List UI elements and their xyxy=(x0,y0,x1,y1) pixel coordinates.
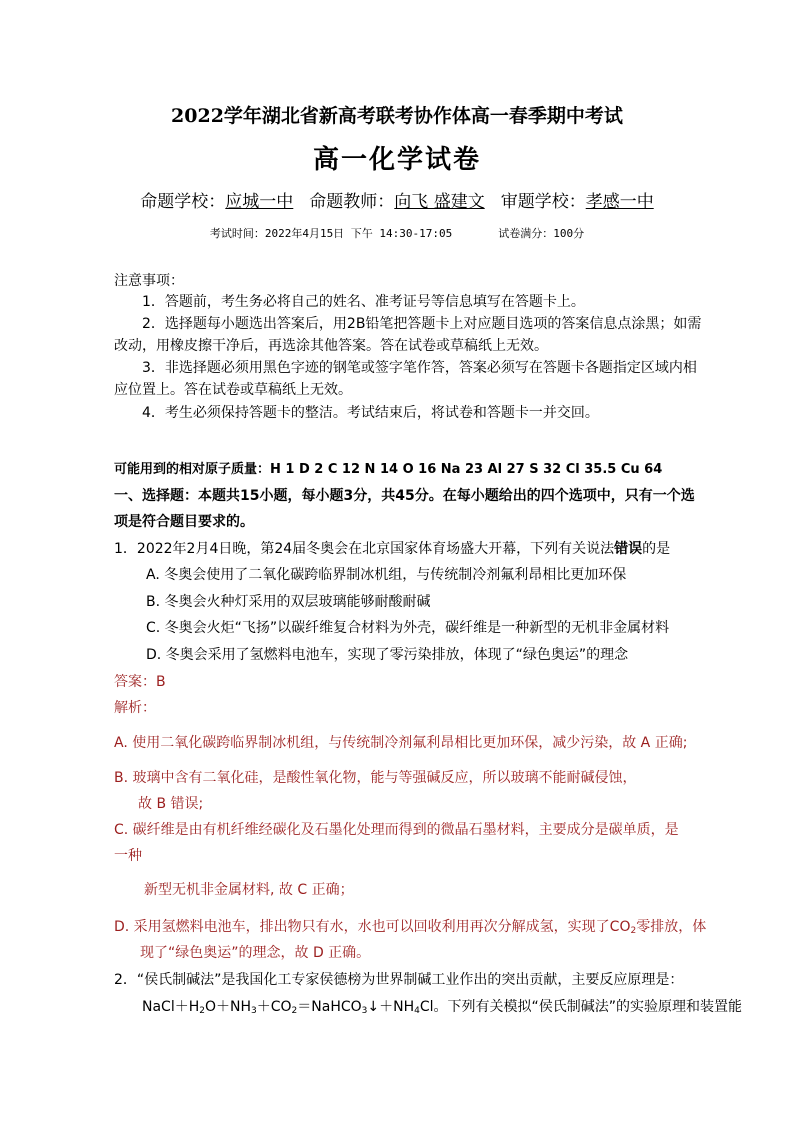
q1-analysis-d2: 现了“绿色奥运”的理念，故 D 正确。 xyxy=(140,945,371,961)
q1-stem xyxy=(114,539,670,559)
subscript: 2 xyxy=(291,1006,298,1016)
author-label-teacher: 命题教师： xyxy=(309,192,395,212)
note-item: 2．选择题每小题选出答案后，用2B铅笔把答题卡上对应题目选项的答案信息点涂黑；如需 xyxy=(142,316,702,332)
subscript: 3 xyxy=(361,1006,368,1016)
note-item: 3．非选择题必须用黑色字迹的钢笔或签字笔作答，答案必须写在答题卡各题指定区域内相 xyxy=(142,360,697,376)
eq-part: Cl。下列有关模拟“侯氏制碱法”的实验原理和装置能 xyxy=(419,999,743,1015)
q2-equation xyxy=(142,997,742,1021)
q1-stem-end: 的是 xyxy=(642,541,671,557)
author-label-school: 命题学校： xyxy=(140,192,226,212)
eq-part: O＋NH xyxy=(204,999,252,1015)
q1-analysis-c2: 一种 xyxy=(114,848,142,864)
subscript: 2 xyxy=(630,926,637,936)
q1-analysis-b1: B. 玻璃中含有二氧化硅，是酸性氧化物，能与等强碱反应，所以玻璃不能耐碱侵蚀， xyxy=(114,770,637,786)
notes-heading: 注意事项： xyxy=(114,273,184,289)
eq-part: ↓＋NH xyxy=(367,999,415,1015)
exam-time: 考试时间：2022年4月15日 下午 14:30-17:05 xyxy=(209,227,453,240)
exam-title: 2022学年湖北省新高考联考协作体高一春季期中考试 xyxy=(171,105,623,127)
q1-option-c: C. 冬奥会火炬“飞扬”以碳纤维复合材料为外壳，碳纤维是一种新型的无机非金属材料 xyxy=(146,620,670,636)
subscript: 2 xyxy=(199,1006,205,1016)
review-school: 孝感一中 xyxy=(585,192,654,212)
exam-subject-title: 高一化学试卷 xyxy=(312,145,481,175)
q1-analysis-d1-end: 零排放，体 xyxy=(636,919,707,935)
author-school: 应城一中 xyxy=(225,192,294,212)
q1-answer: 答案：B xyxy=(114,674,166,690)
exam-meta xyxy=(0,226,794,242)
authors-line xyxy=(0,190,794,214)
eq-part: NaCl＋H xyxy=(142,999,200,1015)
note-item: 改动，用橡皮擦干净后，再选涂其他答案。答在试卷或草稿纸上无效。 xyxy=(114,338,548,354)
note-item: 1．答题前，考生务必将自己的姓名、准考证号等信息填写在答题卡上。 xyxy=(142,294,585,310)
q1-analysis-d1-text: D. 采用氢燃料电池车，排出物只有水，水也可以回收利用再次分解成氢，实现了CO xyxy=(114,919,631,935)
q1-analysis-c1: C. 碳纤维是由有机纤维经碳化及石墨化处理而得到的微晶石墨材料，主要成分是碳单质，是 xyxy=(114,822,679,838)
full-score: 试卷满分：100分 xyxy=(498,227,585,240)
q1-analysis-a: A. 使用二氧化碳跨临界制冰机组，与传统制冷剂氟利昂相比更加环保，减少污染，故 A 正确; xyxy=(114,735,688,751)
author-teachers: 向飞 盛建文 xyxy=(394,192,485,212)
q1-analysis-d1 xyxy=(114,917,706,941)
q1-analysis-b2: 故 B 错误; xyxy=(138,796,204,812)
author-label-review: 审题学校： xyxy=(500,192,586,212)
note-item: 应位置上。答在试卷或草稿纸上无效。 xyxy=(114,382,352,398)
section1-line2: 项是符合题目要求的。 xyxy=(114,514,254,530)
subscript: 4 xyxy=(414,1006,420,1016)
q1-option-d: D. 冬奥会采用了氢燃料电池车，实现了零污染排放，体现了“绿色奥运”的理念 xyxy=(146,647,629,663)
q2-stem: 2．“侯氏制碱法”是我国化工专家侯德榜为世界制碱工业作出的突出贡献，主要反应原理是： xyxy=(114,972,684,988)
q1-option-b: B. 冬奥会火种灯采用的双层玻璃能够耐酸耐碱 xyxy=(146,594,431,610)
q1-analysis-c3: 新型无机非金属材料, 故 C 正确； xyxy=(144,882,354,898)
section1-line1: 一、选择题：本题共15小题，每小题3分，共45分。在每小题给出的四个选项中，只有一个选 xyxy=(114,488,695,504)
q1-stem-text: 1．2022年2月4日晚，第24届冬奥会在北京国家体育场盛大开幕，下列有关说法 xyxy=(114,541,615,557)
subscript: 3 xyxy=(251,1006,257,1016)
note-item: 4．考生必须保持答题卡的整洁。考试结束后，将试卷和答题卡一并交回。 xyxy=(142,405,599,421)
q1-option-a: A. 冬奥会使用了二氧化碳跨临界制冰机组，与传统制冷剂氟利昂相比更加环保 xyxy=(146,567,627,583)
q1-stem-emphasis: 错误 xyxy=(614,541,643,557)
eq-part: ＝NaHCO xyxy=(297,999,362,1015)
q1-analysis-label: 解析： xyxy=(114,700,156,716)
atomic-masses: 可能用到的相对原子质量：H 1 D 2 C 12 N 14 O 16 Na 23 Al 27 S 32 Cl 35.5 Cu 64 xyxy=(114,462,663,477)
eq-part: ＋CO xyxy=(256,999,292,1015)
